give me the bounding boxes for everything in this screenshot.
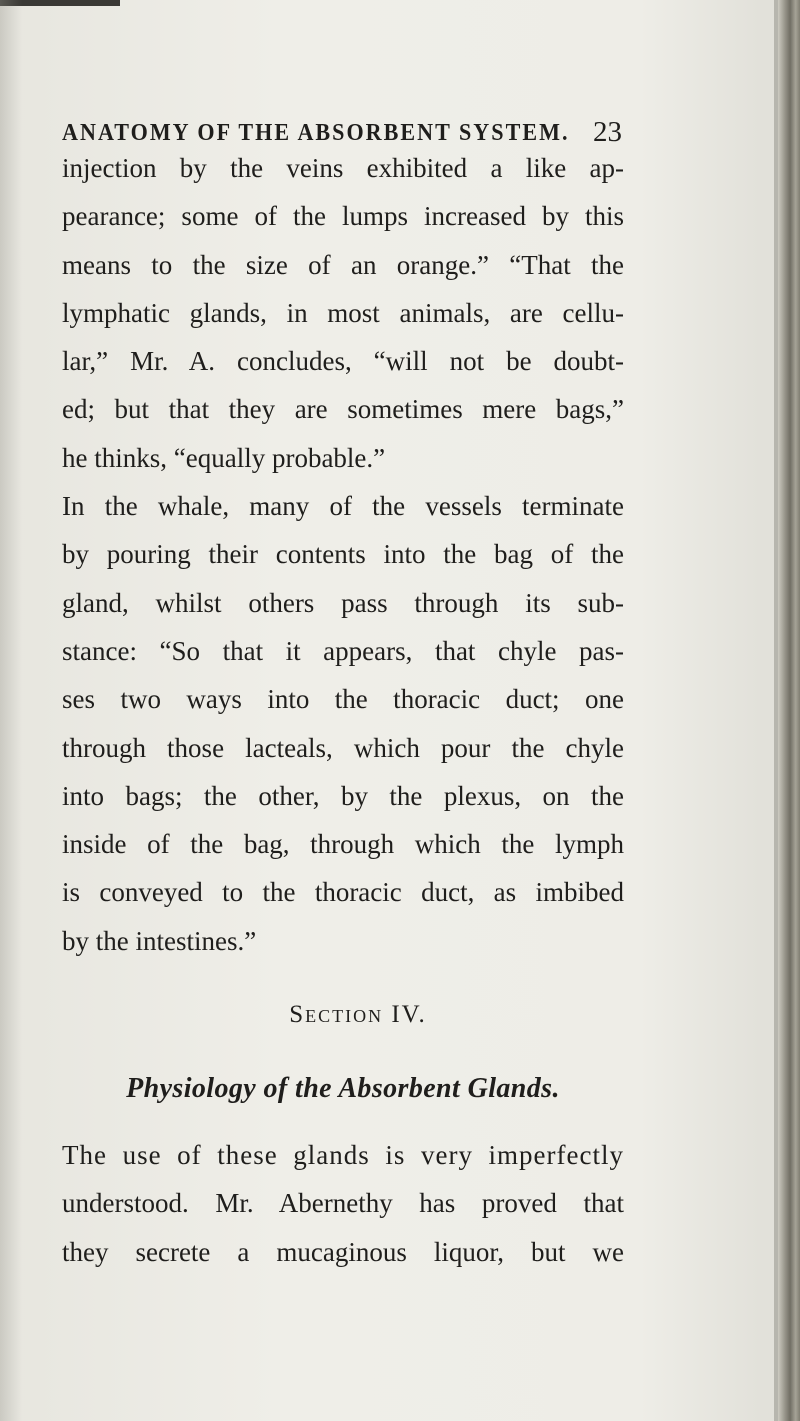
text-line: pearance; some of the lumps increased by this: [62, 201, 624, 232]
text-line: through those lacteals, which pour the chyle: [62, 732, 624, 763]
text-line: is conveyed to the thoracic duct, as imbibed: [62, 877, 624, 908]
running-head: ANATOMY OF THE ABSORBENT SYSTEM.: [62, 120, 570, 146]
body-text: [62, 144, 624, 1276]
text-line: injection by the veins exhibited a like ap-: [62, 153, 624, 183]
text-line: understood. Mr. Abernethy has proved that: [62, 1188, 624, 1219]
text-line: ed; but that they are sometimes mere bags,”: [62, 394, 624, 425]
paragraph-start-line: The use of these glands is very imperfectly: [62, 1140, 624, 1171]
page-number: 23: [593, 116, 622, 148]
text-line: they secrete a mucaginous liquor, but we: [62, 1236, 624, 1267]
spacer: [62, 1113, 624, 1131]
text-line: he thinks, “equally probable.”: [62, 442, 386, 473]
text-line: gland, whilst others pass through its sub-: [62, 587, 624, 618]
text-line: lymphatic glands, in most animals, are cellu-: [62, 297, 624, 328]
text-line: ses two ways into the thoracic duct; one: [62, 684, 624, 715]
text-line: by the intestines.”: [62, 925, 257, 956]
text-line: lar,” Mr. A. concludes, “will not be doubt-: [62, 346, 624, 377]
text-line: by pouring their contents into the bag of the: [62, 539, 624, 570]
section-subtitle: Physiology of the Absorbent Glands.: [126, 1073, 560, 1105]
text-line: into bags; the other, by the plexus, on the: [62, 780, 624, 811]
text-line: inside of the bag, through which the lymph: [62, 829, 624, 860]
page-left-shadow: [0, 0, 22, 1421]
section-heading: Section IV.: [289, 1001, 427, 1029]
text-line: stance: “So that it appears, that chyle pas-: [62, 635, 624, 666]
paragraph-start-line: In the whale, many of the vessels terminate: [62, 491, 624, 522]
book-binding-gutter: [778, 0, 800, 1421]
text-line: means to the size of an orange.” “That the: [62, 249, 624, 280]
